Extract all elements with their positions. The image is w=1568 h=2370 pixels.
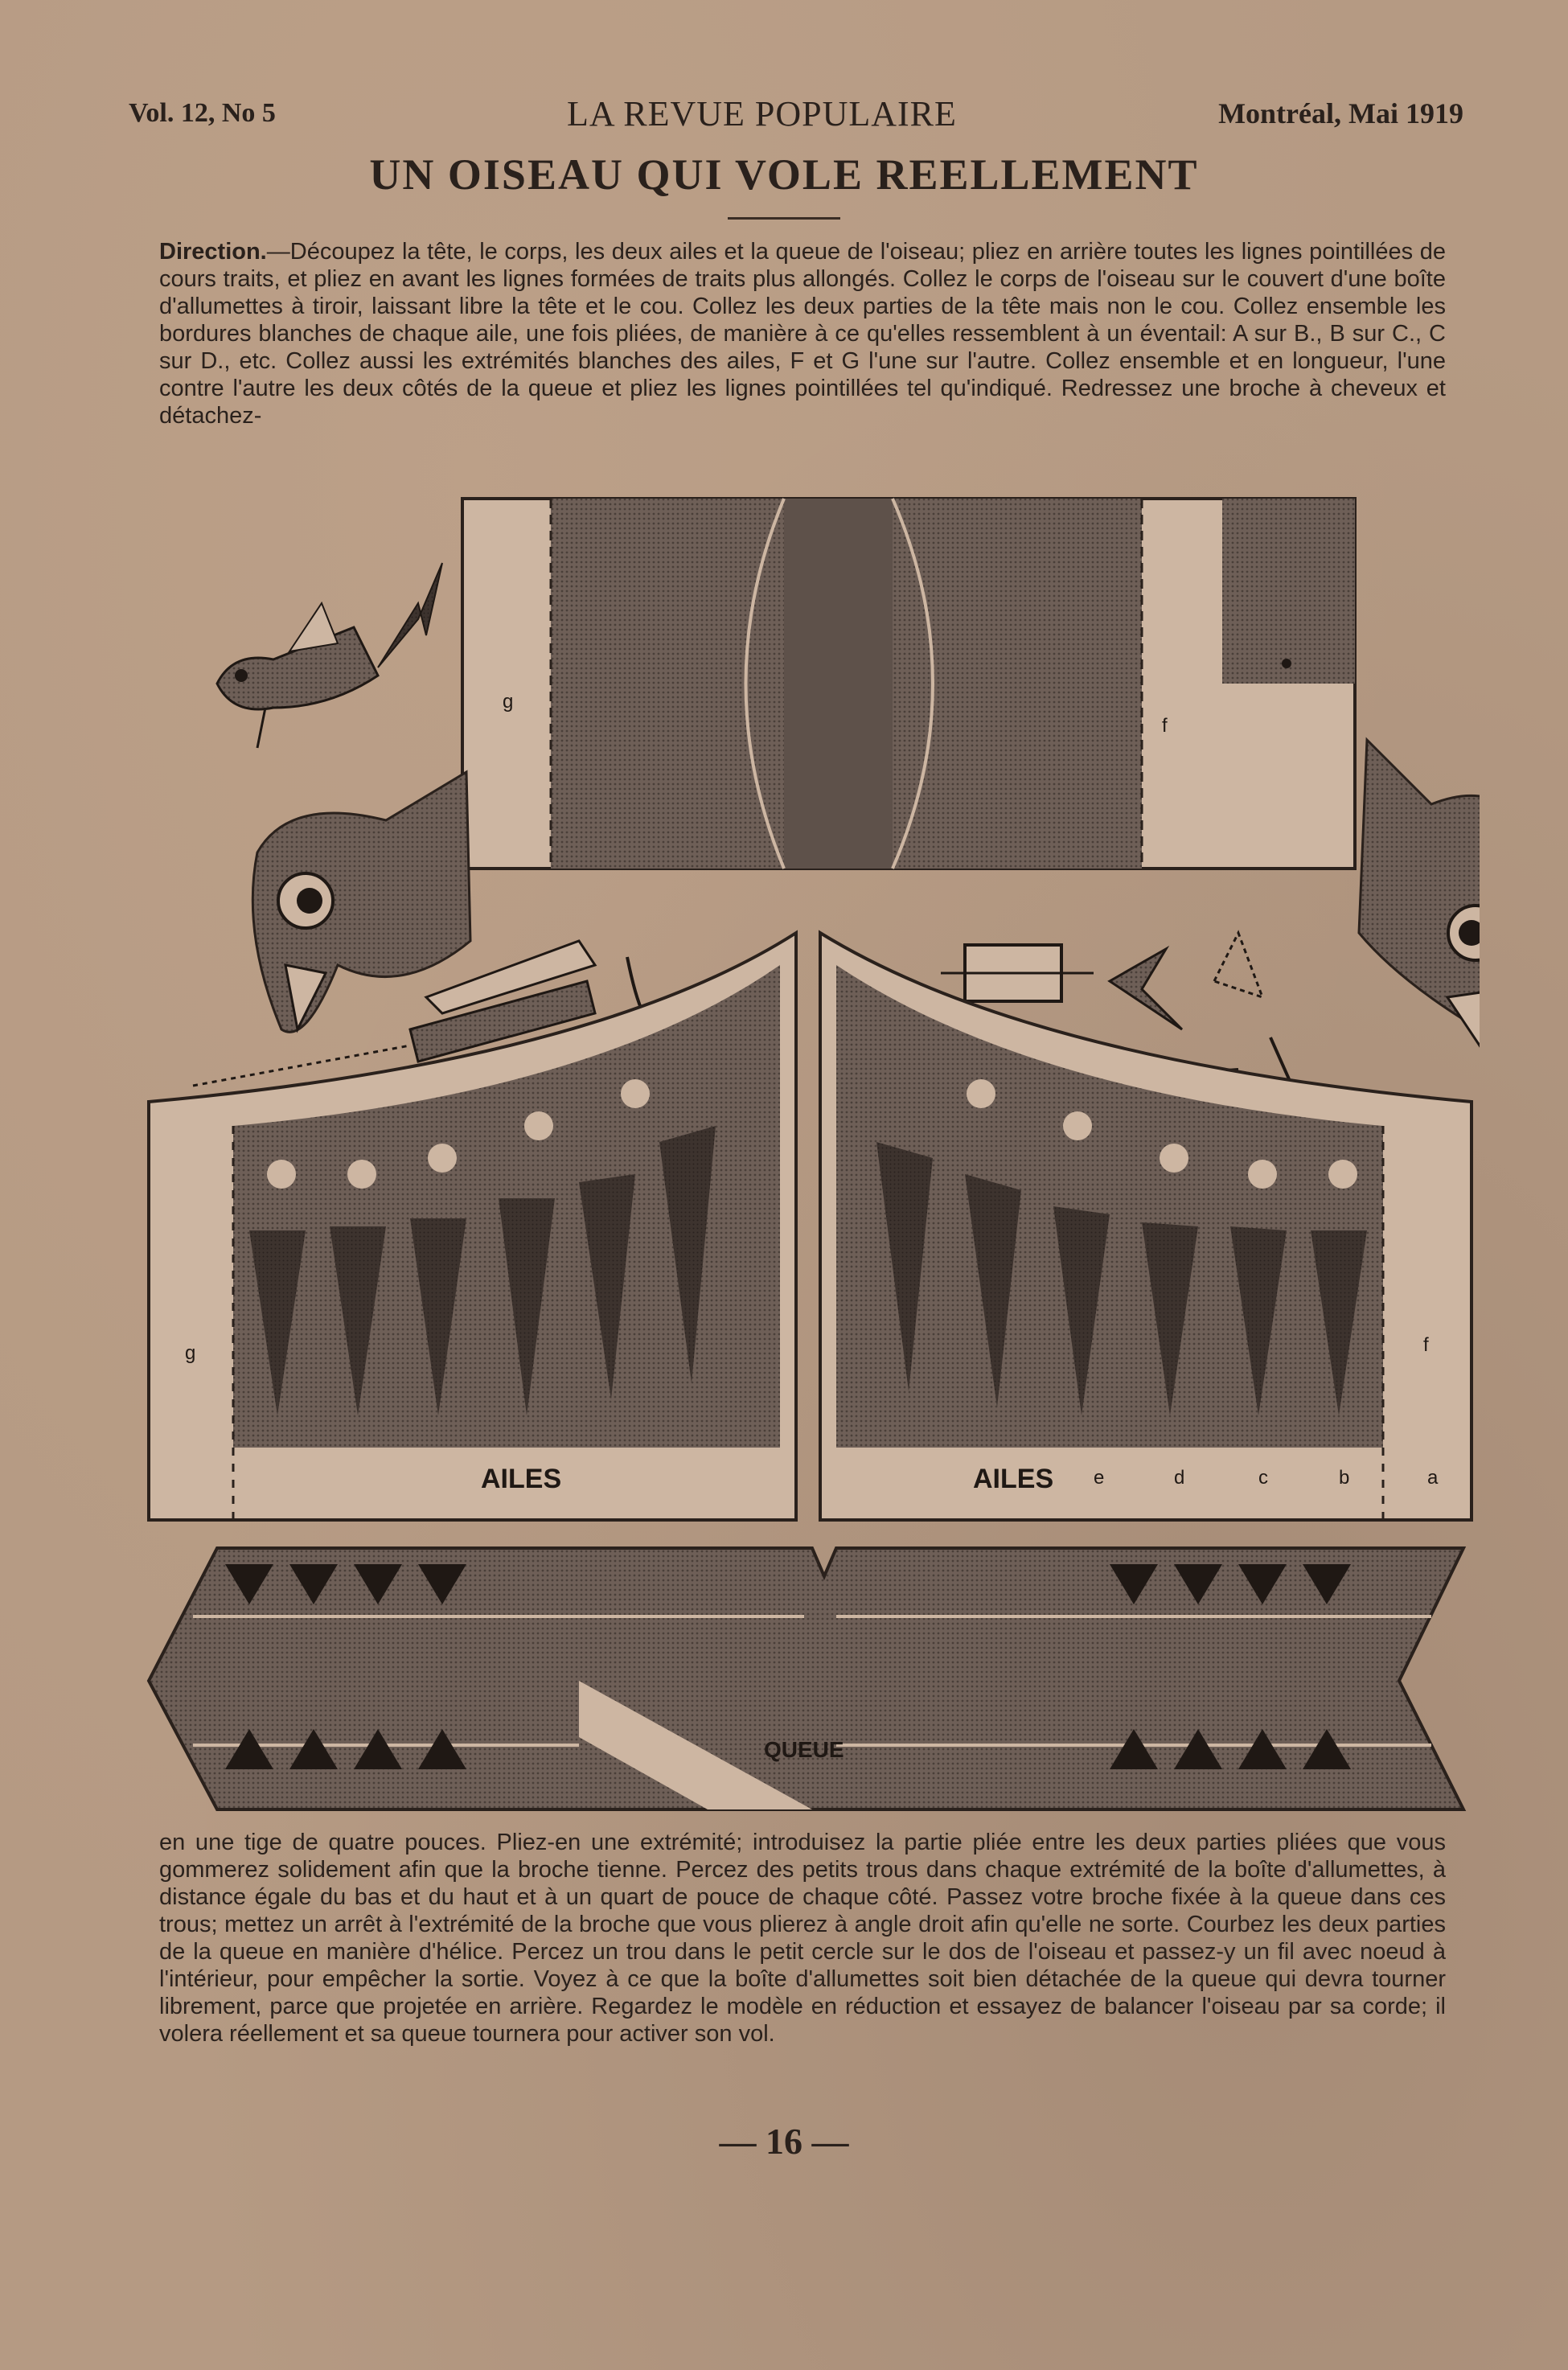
ailes-label-left: AILES	[481, 1464, 562, 1494]
tail-cutout	[149, 1548, 1463, 1809]
assembled-bird-model	[217, 563, 442, 748]
wing-left-label-g: g	[185, 1342, 196, 1364]
wing-right-cutout	[820, 933, 1472, 1520]
instructions-bottom: en une tige de quatre pouces. Pliez-en une extrémité; introduisez la partie pliée entre les deux parties pliées que vous gommerez solidement afin que la broche tienne. Percez des petits trous dans chaque extrémité de la boîte d'allumettes, à distance égale du bas et du haut et à un quart de pouce de chaque côté. Passez votre broche fixée à la queue dans ces trous; mettez un arrêt à l'extrémité de la broche que vous plierez à angle droit afin qu'elle ne sorte. Courbez les deux parties de la queue en manière d'hélice. Percez un trou dans le petit cercle sur le dos de l'oiseau et passez-y un fil avec noeud à l'intérieur, pour empêcher la sortie. Voyez à ce que la boîte d'allumettes soit bien détachée de la queue qui devra tourner librement, parce que projetée en arrière. Regardez le modèle en réduction et essayez de balancer l'oiseau par sa corde; il volera réellement et sa queue tournera pour activer son vol.	[159, 1830, 1446, 2047]
magazine-name: LA REVUE POPULAIRE	[567, 94, 957, 133]
instructions-text-top: —Découpez la tête, le corps, les deux ailes et la queue de l'oiseau; pliez en arrière toutes les lignes pointillées de cours traits, et pliez en avant les lignes formées de traits plus allongés. Collez le corps de l'oiseau sur le couvert d'une boîte d'allumettes à tiroir, laissant libre la tête et le cou. Collez les deux parties de la tête mais non le cou. Collez ensemble les bordures blanches de chaque aile, une fois pliées, de manière à ce qu'elles ressemblent à un éventail: A sur B., B sur C., C sur D., etc. Collez aussi les extrémités blanches des ailes, F et G l'une sur l'autre. Collez ensemble et en longueur, l'une contre l'autre les deux côtés de la queue et pliez les lignes pointillées tel qu'indiqué. Redressez une broche à cheveux et détachez-	[159, 239, 1446, 429]
wing-label-e: e	[1094, 1467, 1105, 1489]
body-label-g: g	[503, 691, 514, 713]
cutout-plate	[145, 483, 1480, 1834]
wing-label-a: a	[1427, 1467, 1439, 1489]
volume-number: Vol. 12, No 5	[129, 98, 276, 128]
article-title: UN OISEAU QUI VOLE REELLEMENT	[369, 150, 1199, 199]
body-label-f: f	[1162, 715, 1168, 737]
wing-label-d: d	[1174, 1467, 1185, 1489]
bird-head-right	[1359, 740, 1480, 1045]
dateline: Montréal, Mai 1919	[1218, 97, 1463, 129]
cutout-illustration	[145, 483, 1480, 1834]
wing-label-c: c	[1258, 1467, 1268, 1489]
wing-label-b: b	[1339, 1467, 1350, 1489]
ailes-label-right: AILES	[973, 1464, 1054, 1494]
queue-label: QUEUE	[764, 1737, 844, 1762]
wing-right-label-f: f	[1423, 1334, 1429, 1356]
instructions-top	[159, 238, 1446, 429]
title-rule	[728, 217, 840, 220]
bird-body-cutout	[462, 499, 1355, 869]
running-header	[129, 90, 1463, 138]
instructions-lead: Direction.	[159, 239, 267, 265]
page-number: — 16 —	[719, 2121, 849, 2162]
